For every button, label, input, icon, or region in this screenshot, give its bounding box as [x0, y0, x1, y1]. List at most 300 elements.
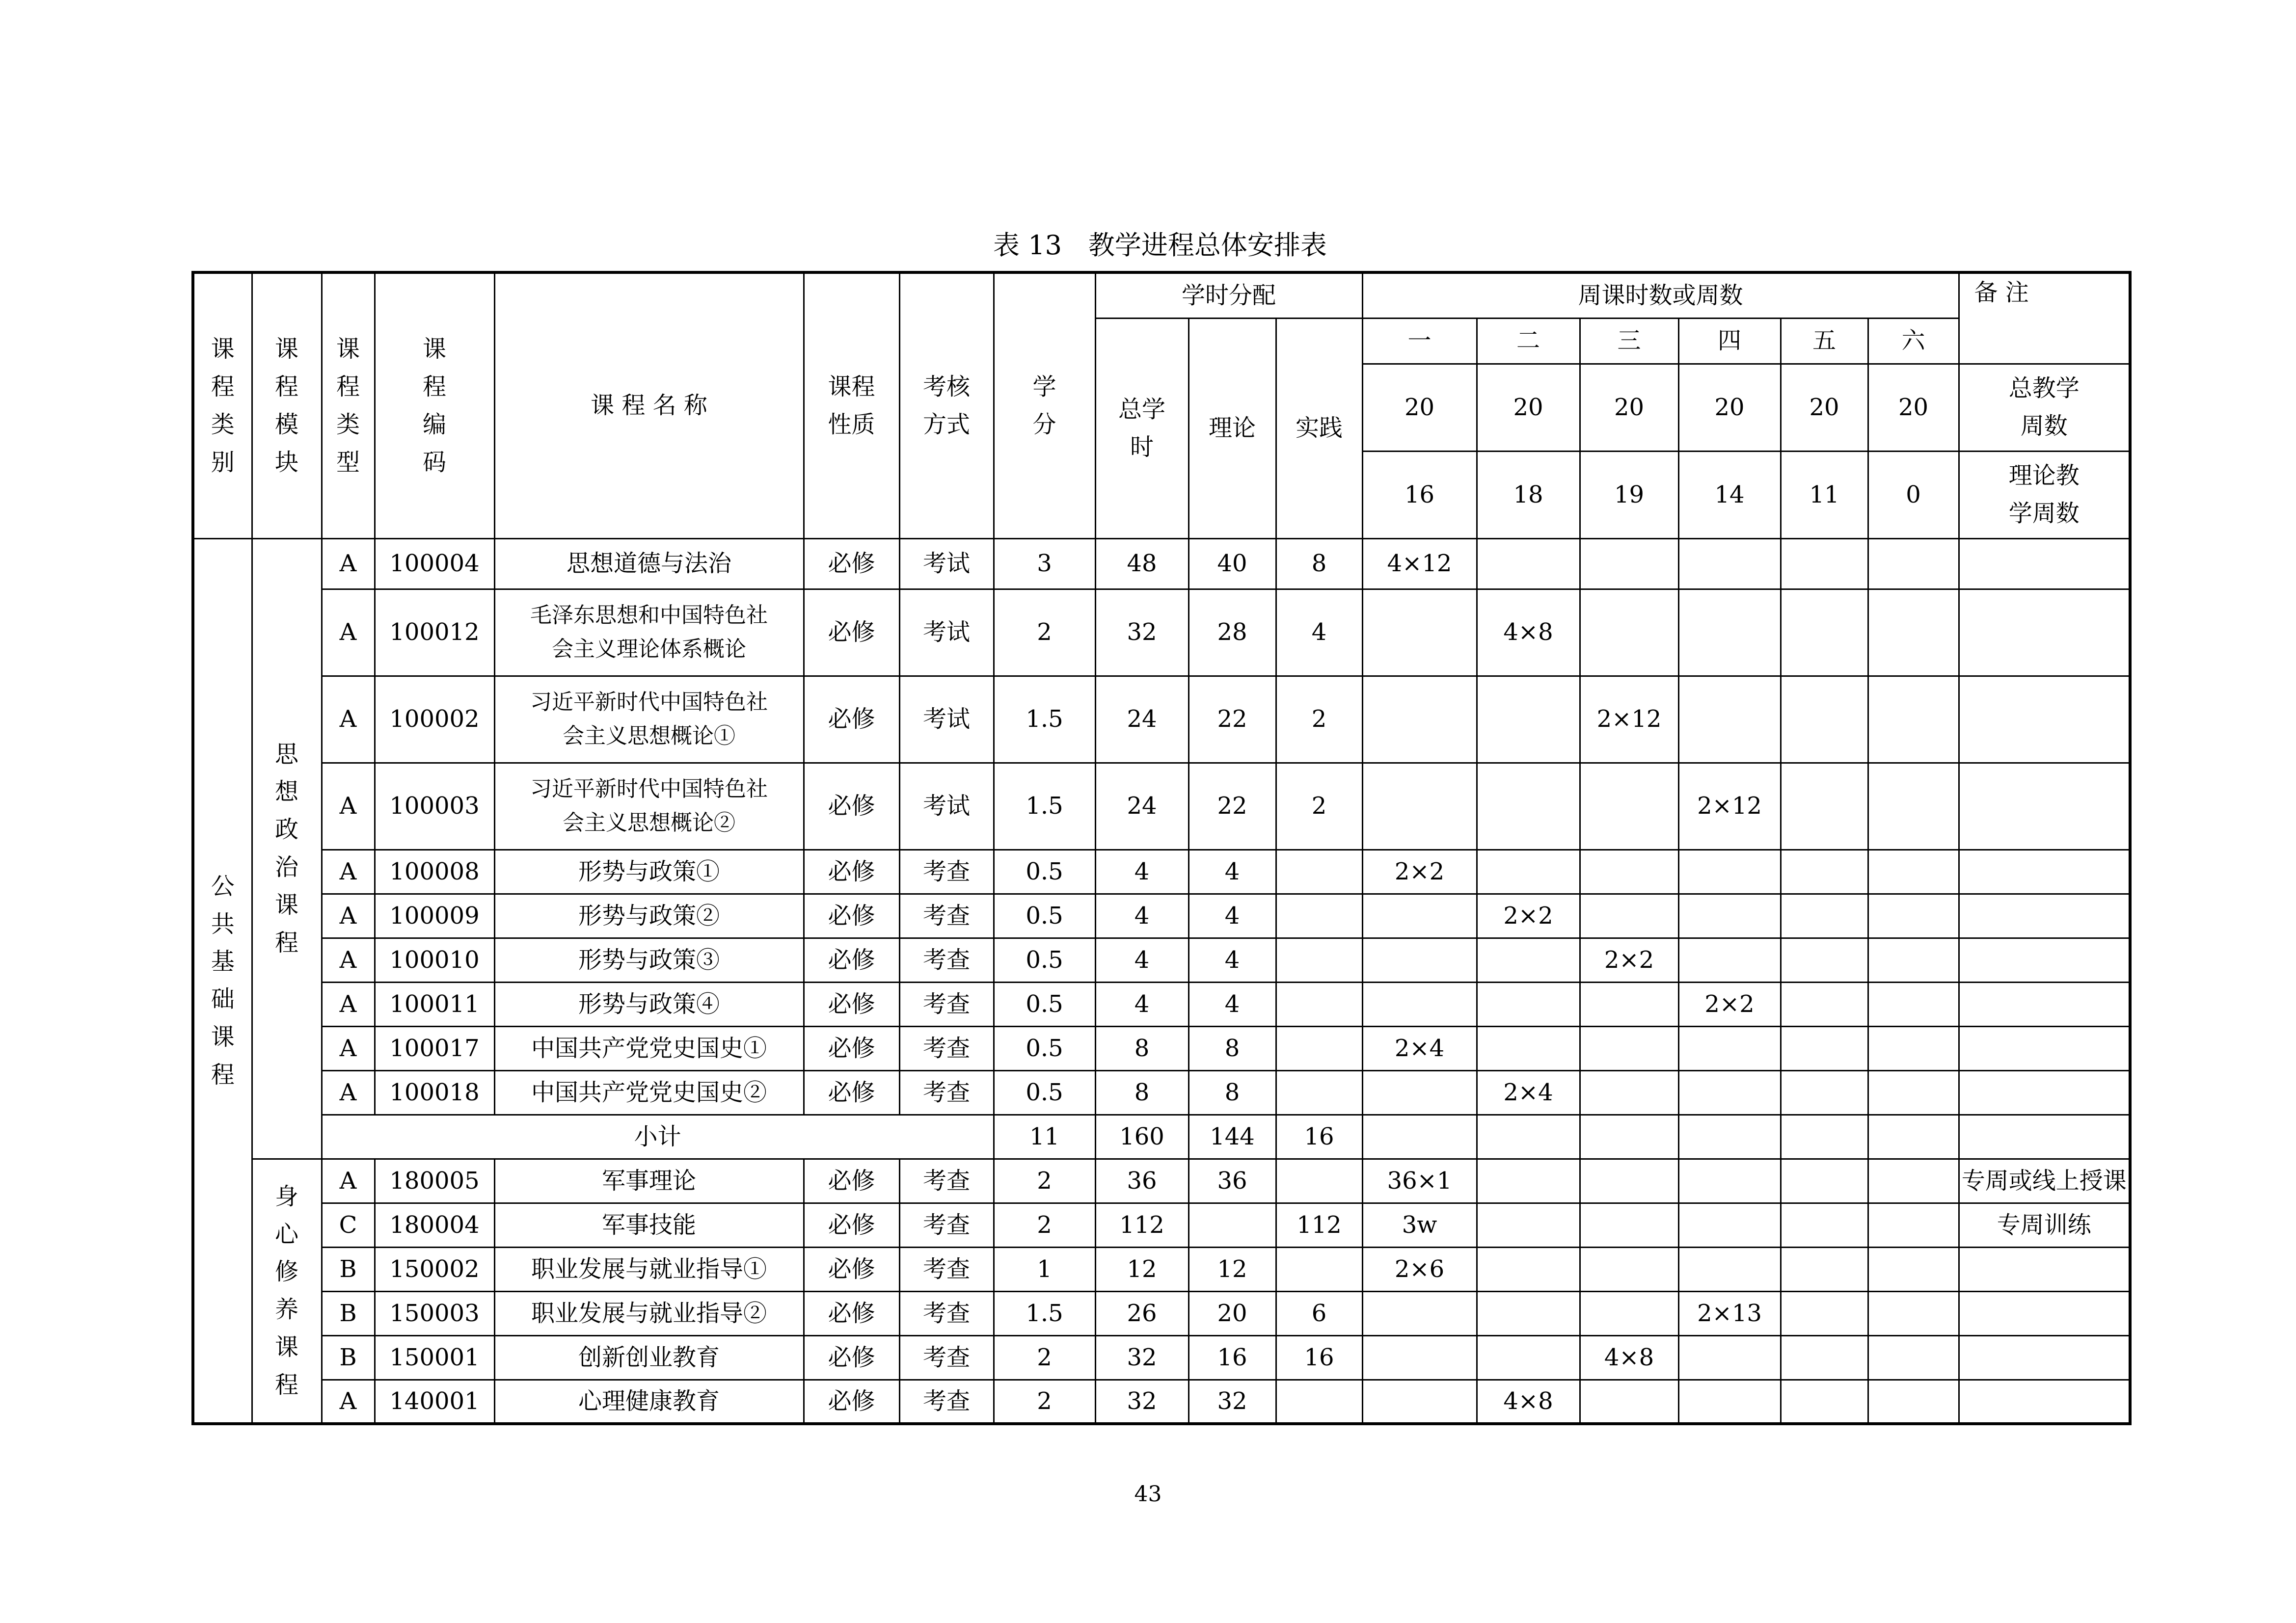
course-type: A	[322, 676, 375, 763]
course-code: 100003	[375, 763, 494, 850]
credits: 3	[994, 538, 1095, 589]
semester-5-hours	[1781, 589, 1868, 676]
table-row	[193, 1026, 2130, 1070]
course-name: 毛泽东思想和中国特色社 会主义理论体系概论	[494, 589, 804, 676]
header-exam: 考核 方式	[899, 272, 994, 538]
total-weeks-2: 20	[1477, 364, 1580, 451]
semester-2-hours	[1477, 1203, 1580, 1247]
category-label: 公 共 基 础 课 程	[193, 538, 252, 1424]
theory-hours: 20	[1189, 1291, 1276, 1335]
credits: 0.5	[994, 938, 1095, 982]
theory-weeks-3: 19	[1580, 451, 1678, 538]
total-weeks-6: 20	[1868, 364, 1959, 451]
semester-5-hours	[1781, 1380, 1868, 1424]
semester-3-hours	[1580, 1070, 1678, 1115]
header-semester-6: 六	[1868, 318, 1959, 364]
theory-weeks-4: 14	[1678, 451, 1781, 538]
theory-hours: 22	[1189, 676, 1276, 763]
credits: 0.5	[994, 982, 1095, 1026]
semester-6-hours	[1868, 938, 1959, 982]
total-hours: 112	[1095, 1203, 1189, 1247]
semester-1-hours: 36×1	[1362, 1159, 1477, 1203]
course-nature: 必修	[804, 1070, 899, 1115]
semester-2-hours	[1477, 676, 1580, 763]
header-semester-4: 四	[1678, 318, 1781, 364]
theory-weeks-label: 理论教 学周数	[1959, 451, 2130, 538]
remark	[1959, 1070, 2130, 1115]
course-nature: 必修	[804, 1203, 899, 1247]
remark	[1959, 589, 2130, 676]
semester-1-hours: 2×2	[1362, 850, 1477, 894]
exam-method: 考查	[899, 982, 994, 1026]
header-practice: 实践	[1276, 318, 1362, 538]
credits: 2	[994, 1335, 1095, 1380]
course-name: 形势与政策③	[494, 938, 804, 982]
table-row	[193, 763, 2130, 850]
table-row	[193, 1203, 2130, 1247]
course-nature: 必修	[804, 1291, 899, 1335]
semester-5-hours	[1781, 1070, 1868, 1115]
semester-6-hours	[1868, 850, 1959, 894]
total-hours: 8	[1095, 1026, 1189, 1070]
remark	[1959, 1026, 2130, 1070]
course-name: 创新创业教育	[494, 1335, 804, 1380]
practice-hours: 6	[1276, 1291, 1362, 1335]
remark	[1959, 938, 2130, 982]
subtotal-theory-hours: 144	[1189, 1115, 1276, 1159]
practice-hours	[1276, 1026, 1362, 1070]
semester-4-hours: 2×12	[1678, 763, 1781, 850]
credits: 0.5	[994, 850, 1095, 894]
semester-2-hours: 2×4	[1477, 1070, 1580, 1115]
semester-6-hours	[1868, 538, 1959, 589]
semester-4-hours: 2×13	[1678, 1291, 1781, 1335]
semester-3-hours	[1580, 1203, 1678, 1247]
course-type: A	[322, 763, 375, 850]
course-type: A	[322, 1026, 375, 1070]
header-name: 课 程 名 称	[494, 272, 804, 538]
total-hours: 36	[1095, 1159, 1189, 1203]
semester-5-hours	[1781, 894, 1868, 938]
semester-1-hours: 4×12	[1362, 538, 1477, 589]
practice-hours: 2	[1276, 676, 1362, 763]
course-code: 150003	[375, 1291, 494, 1335]
table-row	[193, 676, 2130, 763]
table-row	[193, 1247, 2130, 1291]
course-type: A	[322, 1159, 375, 1203]
semester-3-hours	[1580, 894, 1678, 938]
semester-1-hours: 2×4	[1362, 1026, 1477, 1070]
course-type: B	[322, 1291, 375, 1335]
total-hours: 4	[1095, 938, 1189, 982]
credits: 1	[994, 1247, 1095, 1291]
exam-method: 考查	[899, 1247, 994, 1291]
course-name: 思想道德与法治	[494, 538, 804, 589]
remark	[1959, 1247, 2130, 1291]
header-category: 课 程 类 别	[193, 272, 252, 538]
course-type: C	[322, 1203, 375, 1247]
semester-2-hours: 4×8	[1477, 589, 1580, 676]
course-name: 习近平新时代中国特色社 会主义思想概论②	[494, 763, 804, 850]
theory-hours: 4	[1189, 938, 1276, 982]
practice-hours: 8	[1276, 538, 1362, 589]
course-nature: 必修	[804, 1335, 899, 1380]
exam-method: 考试	[899, 676, 994, 763]
table-row	[193, 1380, 2130, 1424]
credits: 1.5	[994, 763, 1095, 850]
semester-1-hours	[1362, 1291, 1477, 1335]
total-weeks-1: 20	[1362, 364, 1477, 451]
course-nature: 必修	[804, 589, 899, 676]
course-code: 180004	[375, 1203, 494, 1247]
semester-1-hours	[1362, 938, 1477, 982]
theory-hours: 12	[1189, 1247, 1276, 1291]
course-type: A	[322, 982, 375, 1026]
semester-6-hours	[1868, 1291, 1959, 1335]
semester-6-hours	[1868, 1159, 1959, 1203]
practice-hours	[1276, 1247, 1362, 1291]
total-weeks-label: 总教学 周数	[1959, 364, 2130, 451]
semester-2-hours	[1477, 1291, 1580, 1335]
total-hours: 32	[1095, 589, 1189, 676]
semester-3-hours	[1580, 763, 1678, 850]
semester-3-hours	[1580, 589, 1678, 676]
semester-1-hours	[1362, 589, 1477, 676]
semester-2-hours: 4×8	[1477, 1380, 1580, 1424]
theory-weeks-5: 11	[1781, 451, 1868, 538]
table-row	[193, 1159, 2130, 1203]
semester-6-hours	[1868, 763, 1959, 850]
course-type: A	[322, 850, 375, 894]
total-weeks-3: 20	[1580, 364, 1678, 451]
semester-1-hours	[1362, 982, 1477, 1026]
credits: 0.5	[994, 894, 1095, 938]
theory-hours: 8	[1189, 1070, 1276, 1115]
semester-6-hours	[1868, 1335, 1959, 1380]
course-nature: 必修	[804, 676, 899, 763]
semester-3-hours: 2×12	[1580, 676, 1678, 763]
semester-6-hours	[1868, 894, 1959, 938]
header-row-1	[193, 272, 2130, 318]
header-nature: 课程 性质	[804, 272, 899, 538]
semester-4-hours	[1678, 1203, 1781, 1247]
practice-hours	[1276, 938, 1362, 982]
course-name: 形势与政策②	[494, 894, 804, 938]
header-semester-3: 三	[1580, 318, 1678, 364]
semester-2-hours	[1477, 538, 1580, 589]
practice-hours: 2	[1276, 763, 1362, 850]
course-name: 军事理论	[494, 1159, 804, 1203]
practice-hours	[1276, 1070, 1362, 1115]
course-code: 100008	[375, 850, 494, 894]
semester-4-hours	[1678, 1070, 1781, 1115]
exam-method: 考试	[899, 589, 994, 676]
course-nature: 必修	[804, 850, 899, 894]
exam-method: 考试	[899, 538, 994, 589]
theory-hours: 22	[1189, 763, 1276, 850]
course-nature: 必修	[804, 894, 899, 938]
exam-method: 考查	[899, 850, 994, 894]
semester-6-hours	[1868, 1247, 1959, 1291]
empty-cell	[1477, 1115, 1580, 1159]
total-hours: 4	[1095, 850, 1189, 894]
remark	[1959, 1380, 2130, 1424]
header-code: 课 程 编 码	[375, 272, 494, 538]
theory-hours: 28	[1189, 589, 1276, 676]
semester-6-hours	[1868, 589, 1959, 676]
header-type: 课 程 类 型	[322, 272, 375, 538]
subtotal-total-hours: 160	[1095, 1115, 1189, 1159]
course-name: 中国共产党党史国史①	[494, 1026, 804, 1070]
module-label-wellbeing: 身 心 修 养 课 程	[252, 1159, 322, 1424]
course-name: 中国共产党党史国史②	[494, 1070, 804, 1115]
credits: 2	[994, 1203, 1095, 1247]
table-row	[193, 850, 2130, 894]
total-hours: 8	[1095, 1070, 1189, 1115]
course-nature: 必修	[804, 1380, 899, 1424]
course-nature: 必修	[804, 763, 899, 850]
semester-2-hours	[1477, 1247, 1580, 1291]
subtotal-practice-hours: 16	[1276, 1115, 1362, 1159]
semester-5-hours	[1781, 938, 1868, 982]
remark: 专周或线上授课	[1959, 1159, 2130, 1203]
semester-2-hours	[1477, 850, 1580, 894]
semester-3-hours	[1580, 982, 1678, 1026]
page-number: 43	[1134, 1482, 1162, 1507]
total-hours: 26	[1095, 1291, 1189, 1335]
total-hours: 48	[1095, 538, 1189, 589]
semester-3-hours: 4×8	[1580, 1335, 1678, 1380]
table-title: 表 13 教学进程总体安排表	[993, 230, 1327, 261]
header-total-hours: 总学 时	[1095, 318, 1189, 538]
table-row	[193, 982, 2130, 1026]
table-row	[193, 1335, 2130, 1380]
semester-5-hours	[1781, 1203, 1868, 1247]
semester-6-hours	[1868, 982, 1959, 1026]
semester-4-hours	[1678, 1247, 1781, 1291]
exam-method: 考查	[899, 938, 994, 982]
remark	[1959, 982, 2130, 1026]
total-hours: 4	[1095, 982, 1189, 1026]
remark	[1959, 850, 2130, 894]
table-row	[193, 894, 2130, 938]
semester-5-hours	[1781, 1247, 1868, 1291]
semester-4-hours	[1678, 894, 1781, 938]
semester-3-hours	[1580, 538, 1678, 589]
header-semester-2: 二	[1477, 318, 1580, 364]
course-code: 150002	[375, 1247, 494, 1291]
credits: 1.5	[994, 1291, 1095, 1335]
course-code: 150001	[375, 1335, 494, 1380]
semester-1-hours: 3w	[1362, 1203, 1477, 1247]
credits: 2	[994, 1159, 1095, 1203]
total-hours: 24	[1095, 676, 1189, 763]
table-row	[193, 589, 2130, 676]
exam-method: 考查	[899, 1159, 994, 1203]
empty-cell	[1678, 1115, 1781, 1159]
semester-3-hours	[1580, 1291, 1678, 1335]
semester-5-hours	[1781, 1159, 1868, 1203]
exam-method: 考查	[899, 1380, 994, 1424]
course-code: 100002	[375, 676, 494, 763]
semester-3-hours	[1580, 1380, 1678, 1424]
course-name: 职业发展与就业指导②	[494, 1291, 804, 1335]
semester-5-hours	[1781, 982, 1868, 1026]
course-type: B	[322, 1335, 375, 1380]
semester-1-hours	[1362, 676, 1477, 763]
course-code: 180005	[375, 1159, 494, 1203]
remark	[1959, 894, 2130, 938]
header-weekly-group: 周课时数或周数	[1362, 272, 1959, 318]
semester-5-hours	[1781, 538, 1868, 589]
exam-method: 考查	[899, 1203, 994, 1247]
semester-5-hours	[1781, 1291, 1868, 1335]
header-module: 课 程 模 块	[252, 272, 322, 538]
course-code: 100009	[375, 894, 494, 938]
empty-cell	[1868, 1115, 1959, 1159]
theory-weeks-1: 16	[1362, 451, 1477, 538]
header-hours-group: 学时分配	[1095, 272, 1362, 318]
course-code: 100010	[375, 938, 494, 982]
course-code: 140001	[375, 1380, 494, 1424]
empty-cell	[1781, 1115, 1868, 1159]
course-nature: 必修	[804, 1159, 899, 1203]
theory-hours: 4	[1189, 894, 1276, 938]
course-nature: 必修	[804, 538, 899, 589]
empty-cell	[1959, 1115, 2130, 1159]
exam-method: 考查	[899, 1026, 994, 1070]
theory-weeks-2: 18	[1477, 451, 1580, 538]
semester-6-hours	[1868, 676, 1959, 763]
theory-hours: 8	[1189, 1026, 1276, 1070]
semester-6-hours	[1868, 1070, 1959, 1115]
semester-2-hours	[1477, 938, 1580, 982]
empty-cell	[1580, 1115, 1678, 1159]
semester-4-hours	[1678, 676, 1781, 763]
subtotal-row	[193, 1115, 2130, 1159]
theory-hours: 16	[1189, 1335, 1276, 1380]
course-name: 习近平新时代中国特色社 会主义思想概论①	[494, 676, 804, 763]
header-semester-1: 一	[1362, 318, 1477, 364]
total-hours: 24	[1095, 763, 1189, 850]
semester-1-hours: 2×6	[1362, 1247, 1477, 1291]
course-type: A	[322, 938, 375, 982]
course-name: 心理健康教育	[494, 1380, 804, 1424]
theory-weeks-6: 0	[1868, 451, 1959, 538]
course-code: 100011	[375, 982, 494, 1026]
total-weeks-4: 20	[1678, 364, 1781, 451]
semester-2-hours	[1477, 1026, 1580, 1070]
remark	[1959, 538, 2130, 589]
subtotal-credits: 11	[994, 1115, 1095, 1159]
semester-4-hours	[1678, 1335, 1781, 1380]
course-name: 职业发展与就业指导①	[494, 1247, 804, 1291]
theory-hours: 32	[1189, 1380, 1276, 1424]
semester-2-hours: 2×2	[1477, 894, 1580, 938]
course-nature: 必修	[804, 1247, 899, 1291]
exam-method: 考试	[899, 763, 994, 850]
credits: 2	[994, 589, 1095, 676]
semester-5-hours	[1781, 763, 1868, 850]
semester-3-hours: 2×2	[1580, 938, 1678, 982]
semester-3-hours	[1580, 1159, 1678, 1203]
credits: 0.5	[994, 1026, 1095, 1070]
semester-6-hours	[1868, 1203, 1959, 1247]
course-type: A	[322, 538, 375, 589]
course-nature: 必修	[804, 938, 899, 982]
practice-hours	[1276, 894, 1362, 938]
practice-hours: 16	[1276, 1335, 1362, 1380]
subtotal-label: 小计	[322, 1115, 994, 1159]
table-row	[193, 1291, 2130, 1335]
course-nature: 必修	[804, 1026, 899, 1070]
semester-5-hours	[1781, 676, 1868, 763]
semester-1-hours	[1362, 763, 1477, 850]
course-name: 军事技能	[494, 1203, 804, 1247]
module-label-politics: 思 想 政 治 课 程	[252, 538, 322, 1159]
semester-4-hours	[1678, 1026, 1781, 1070]
course-type: A	[322, 1070, 375, 1115]
theory-hours: 4	[1189, 982, 1276, 1026]
schedule-table	[191, 271, 2132, 1425]
semester-2-hours	[1477, 1159, 1580, 1203]
course-code: 100017	[375, 1026, 494, 1070]
semester-4-hours	[1678, 938, 1781, 982]
total-weeks-5: 20	[1781, 364, 1868, 451]
credits: 0.5	[994, 1070, 1095, 1115]
semester-3-hours	[1580, 1026, 1678, 1070]
table-row	[193, 1070, 2130, 1115]
course-type: A	[322, 589, 375, 676]
practice-hours	[1276, 1380, 1362, 1424]
semester-6-hours	[1868, 1380, 1959, 1424]
course-name: 形势与政策①	[494, 850, 804, 894]
practice-hours	[1276, 982, 1362, 1026]
practice-hours	[1276, 1159, 1362, 1203]
total-hours: 32	[1095, 1335, 1189, 1380]
remark	[1959, 763, 2130, 850]
course-type: A	[322, 1380, 375, 1424]
theory-hours	[1189, 1203, 1276, 1247]
semester-1-hours	[1362, 894, 1477, 938]
practice-hours: 112	[1276, 1203, 1362, 1247]
course-code: 100018	[375, 1070, 494, 1115]
semester-5-hours	[1781, 1335, 1868, 1380]
semester-4-hours	[1678, 850, 1781, 894]
semester-2-hours	[1477, 763, 1580, 850]
total-hours: 12	[1095, 1247, 1189, 1291]
exam-method: 考查	[899, 1335, 994, 1380]
course-type: B	[322, 1247, 375, 1291]
remark	[1959, 676, 2130, 763]
semester-4-hours: 2×2	[1678, 982, 1781, 1026]
exam-method: 考查	[899, 894, 994, 938]
theory-hours: 36	[1189, 1159, 1276, 1203]
course-nature: 必修	[804, 982, 899, 1026]
remark	[1959, 1335, 2130, 1380]
semester-3-hours	[1580, 850, 1678, 894]
semester-1-hours	[1362, 1380, 1477, 1424]
semester-6-hours	[1868, 1026, 1959, 1070]
semester-4-hours	[1678, 538, 1781, 589]
semester-2-hours	[1477, 1335, 1580, 1380]
theory-hours: 4	[1189, 850, 1276, 894]
header-credits: 学 分	[994, 272, 1095, 538]
header-remarks: 备 注	[1959, 272, 2130, 364]
semester-3-hours	[1580, 1247, 1678, 1291]
exam-method: 考查	[899, 1291, 994, 1335]
semester-4-hours	[1678, 1380, 1781, 1424]
